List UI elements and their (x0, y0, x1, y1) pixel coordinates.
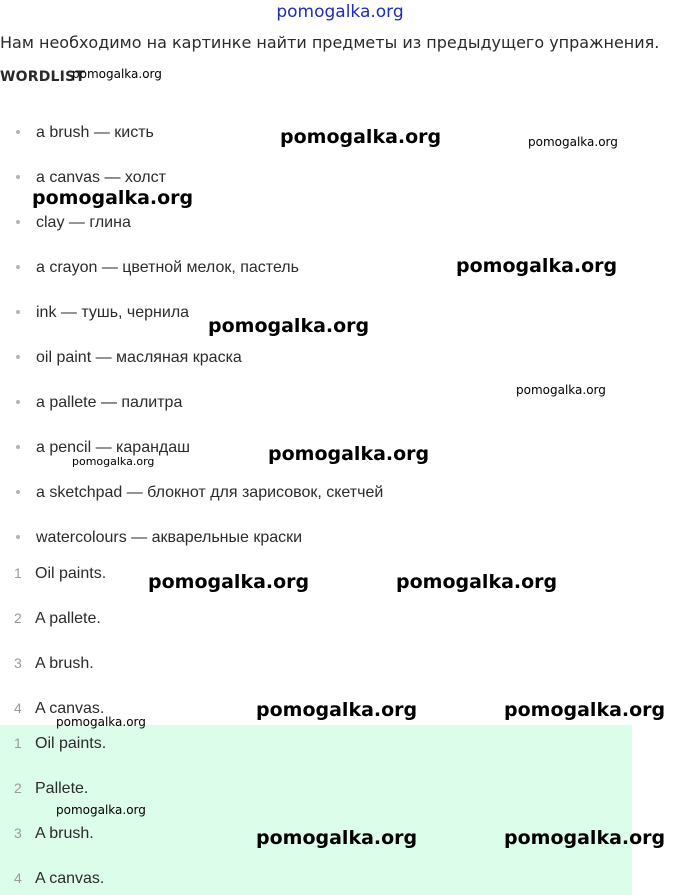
bullet-icon (16, 445, 20, 449)
wordlist-item-text: a sketchpad — блокнот для зарисовок, скетчей (36, 484, 384, 501)
answer-number: 2 (14, 780, 22, 796)
bullet-icon (16, 265, 20, 269)
answer-text: A canvas. (35, 870, 105, 887)
list-item (16, 481, 383, 505)
watermark: pomogalka.org (456, 255, 618, 277)
watermark: pomogalka.org (516, 383, 606, 397)
wordlist-item-text: ink — тушь, чернила (36, 304, 190, 321)
watermark: pomogalka.org (396, 571, 558, 593)
answer-text: A pallete. (35, 610, 101, 627)
watermark: pomogalka.org (148, 571, 310, 593)
answer-text: A brush. (35, 825, 94, 842)
highlighted-answer-item (14, 821, 94, 845)
watermark: pomogalka.org (256, 699, 418, 721)
list-item (16, 346, 242, 370)
wordlist-title: WORDLIST (0, 69, 86, 85)
site-header-link[interactable]: pomogalka.org (276, 2, 404, 22)
bullet-icon (16, 220, 20, 224)
watermark: pomogalka.org (32, 187, 194, 209)
bullet-icon (16, 175, 20, 179)
watermark: pomogalka.org (72, 67, 162, 81)
wordlist-item-text: watercolours — акварельные краски (36, 529, 303, 546)
watermark: pomogalka.org (72, 455, 155, 468)
bullet-icon (16, 490, 20, 494)
watermark: pomogalka.org (528, 135, 618, 149)
answer-number: 4 (14, 700, 22, 716)
answer-item (14, 561, 106, 585)
bullet-icon (16, 310, 20, 314)
highlighted-answer-item (14, 731, 106, 755)
answer-number: 2 (14, 610, 22, 626)
wordlist-item-text: a brush — кисть (36, 124, 154, 141)
wordlist-item-text: clay — глина (36, 214, 131, 231)
bullet-icon (16, 130, 20, 134)
wordlist-item-text: a canvas — холст (36, 169, 166, 186)
wordlist-item-text: a pallete — палитра (36, 394, 183, 411)
bullet-icon (16, 355, 20, 359)
wordlist-item-text: a pencil — карандаш (36, 439, 190, 456)
list-item (16, 211, 131, 235)
bullet-icon (16, 535, 20, 539)
wordlist-item-text: oil paint — масляная краска (36, 349, 242, 366)
answer-item (14, 651, 94, 675)
list-item (16, 256, 299, 280)
intro-text: Нам необходимо на картинке найти предметы из предыдущего упражнения. (0, 33, 660, 52)
answer-number: 1 (14, 565, 22, 581)
highlighted-answer-item (14, 866, 104, 890)
answer-number: 4 (14, 870, 22, 886)
answer-number: 3 (14, 825, 22, 841)
answer-text: Oil paints. (35, 735, 107, 752)
wordlist-item-text: a crayon — цветной мелок, пастель (36, 259, 299, 276)
highlighted-answer-item (14, 776, 88, 800)
watermark: pomogalka.org (268, 443, 430, 465)
list-item (16, 526, 302, 550)
answer-text: A canvas. (35, 700, 105, 717)
list-item (16, 121, 154, 145)
answer-item (14, 606, 101, 630)
bullet-icon (16, 400, 20, 404)
answer-text: A brush. (35, 655, 94, 672)
watermark: pomogalka.org (504, 827, 666, 849)
list-item (16, 391, 182, 415)
watermark: pomogalka.org (56, 803, 146, 817)
answer-number: 3 (14, 655, 22, 671)
answer-number: 1 (14, 735, 22, 751)
watermark: pomogalka.org (504, 699, 666, 721)
list-item (16, 301, 189, 325)
answer-text: Oil paints. (35, 565, 107, 582)
watermark: pomogalka.org (280, 126, 442, 148)
watermark: pomogalka.org (208, 315, 370, 337)
watermark: pomogalka.org (56, 715, 146, 729)
watermark: pomogalka.org (256, 827, 418, 849)
answer-text: Pallete. (35, 780, 89, 797)
